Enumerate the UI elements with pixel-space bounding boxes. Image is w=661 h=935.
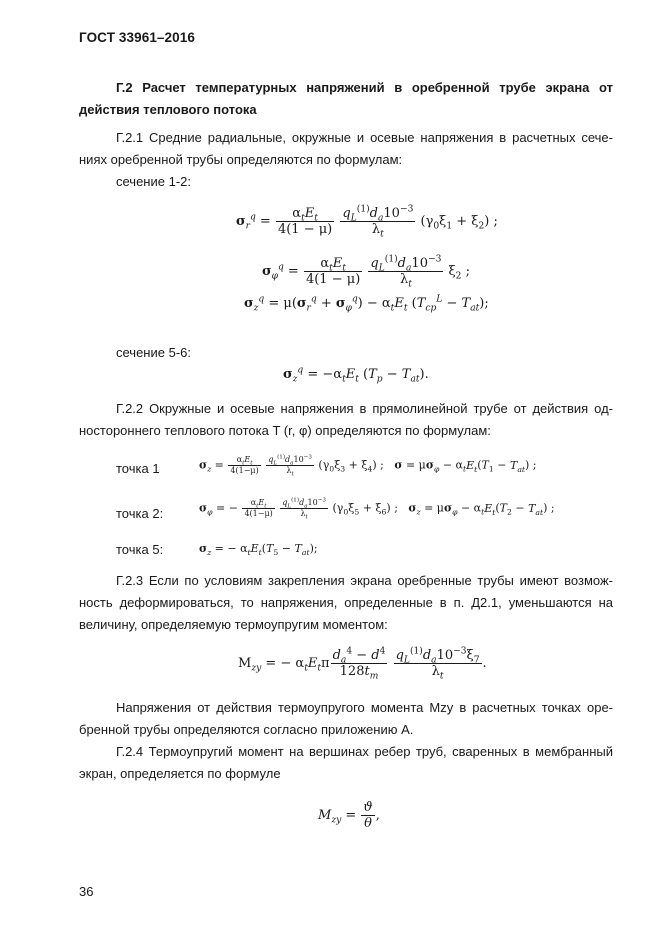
paragraph-line: величину, определяемую термоупругим моментом: [79, 617, 388, 632]
paragraph-line: Г.2.1 Средние радиальные, окружные и осевые напряжения в расчетных сече- [116, 130, 613, 145]
paragraph-line: Г.2.3 Если по условиям закрепления экрана оребренные трубы имеют возмож- [116, 573, 613, 588]
paragraph-line: ниях оребренной трубы определяются по формулам: [79, 152, 403, 167]
section-12-label: сечение 1-2: [116, 174, 191, 189]
paragraph-moment-stresses [79, 697, 613, 741]
point-5-label: точка 5: [116, 542, 164, 557]
paragraph-line: ностороннего теплового потока T (r, φ) определяются по формулам: [79, 423, 491, 438]
point-2-label: точка 2: [116, 506, 164, 521]
paragraph-line: ность деформироваться, то напряжения, определенные в п. Д2.1, уменьшаются на [79, 595, 613, 610]
formula-point-5: $\sigma_z$ = − $\alpha_tE_t(T_5 - T_{at})$; [199, 542, 318, 558]
page-number: 36 [79, 884, 94, 899]
paragraph-line: экран, определяется по формуле [79, 766, 281, 781]
formula-thermoelastic-moment: $M_{zy}$ = − $\alpha_tE_t\pi$ $\frac{d_a^4 - d^4}{128t_m}$ $\frac{q_L^{(1)}d_a10^{-3}\xi_7}{\lambda_t}$ . [238, 646, 487, 682]
point-1-label: точка 1 [116, 461, 160, 476]
paragraph-line: Напряжения от действия термоупругого момента Mzy в расчетных точках ope- [116, 700, 613, 715]
formula-sigma-z-56: $\sigma_z^q = -\alpha_tE_t$ $(T_p - T_{at})$. [283, 365, 429, 385]
paragraph-line: Г.2.2 Окружные и осевые напряжения в прямолинейной трубе от действия од- [116, 401, 613, 416]
formula-point-2: $\sigma_\varphi$ = − $\frac{\alpha_tE_t}{4(1-\mu)}$ $\frac{q_L^{(1)}d_a10^{-3}}{\lambda_t}$ $(\gamma_0\xi_5 + \xi_6)$ ; $\sigma_z = \mu\sigma_\varphi - \alpha_tE_t(T_2 - T_{at})$ ; [199, 497, 555, 521]
formula-sigma-r: $\sigma_r^q$ = $\frac{\alpha_tE_t}{4(1 - \mu)}$ $\frac{q_L^{(1)}d_a10^{-3}}{\lambda_t}$ $(\gamma_0\xi_1 + \xi_2)$ ; [236, 204, 498, 240]
formula-sigma-phi: $\sigma_\varphi^q$ = $\frac{\alpha_tE_t}{4(1 - \mu)}$ $\frac{q_L^{(1)}d_a10^{-3}}{\lambda_t}$ $\xi_2$ ; [262, 254, 470, 290]
paragraph-g24 [79, 741, 613, 785]
paragraph-g23 [79, 570, 613, 636]
document-code: ГОСТ 33961–2016 [79, 30, 195, 45]
paragraph-line: Г.2.4 Термоупругий момент на вершинах ребер труб, сваренных в мембранный [116, 744, 613, 759]
paragraph-line: бренной трубы определяются согласно приложению А. [79, 722, 414, 737]
formula-point-1: $\sigma_z$ = $\frac{\alpha_tE_t}{4(1-\mu)}$ $\frac{q_L^{(1)}d_a10^{-3}}{\lambda_t}$ $(\gamma_0\xi_3 + \xi_4)$ ; $\sigma = \mu\sigma_\varphi - \alpha_tE_t(T_1 - T_{at})$ ; [199, 454, 537, 478]
formula-mzy: $M_{zy}$ = $\frac{ϑ}{\theta}$ , [318, 800, 380, 831]
formula-sigma-z: $\sigma_z^q = \mu(\sigma_r^q + \sigma_\varphi^q) - \alpha_tE_t$ $(T_{cp}^L - T_{at})$; [244, 294, 489, 314]
section-title-line-2: действия теплового потока [79, 102, 257, 117]
section-title-line-1: Г.2 Расчет температурных напряжений в оребренной трубе экрана от [116, 80, 613, 95]
section-title [79, 77, 613, 121]
section-56-label: сечение 5-6: [116, 345, 191, 360]
paragraph-g21 [79, 127, 613, 193]
paragraph-g22 [79, 398, 613, 442]
